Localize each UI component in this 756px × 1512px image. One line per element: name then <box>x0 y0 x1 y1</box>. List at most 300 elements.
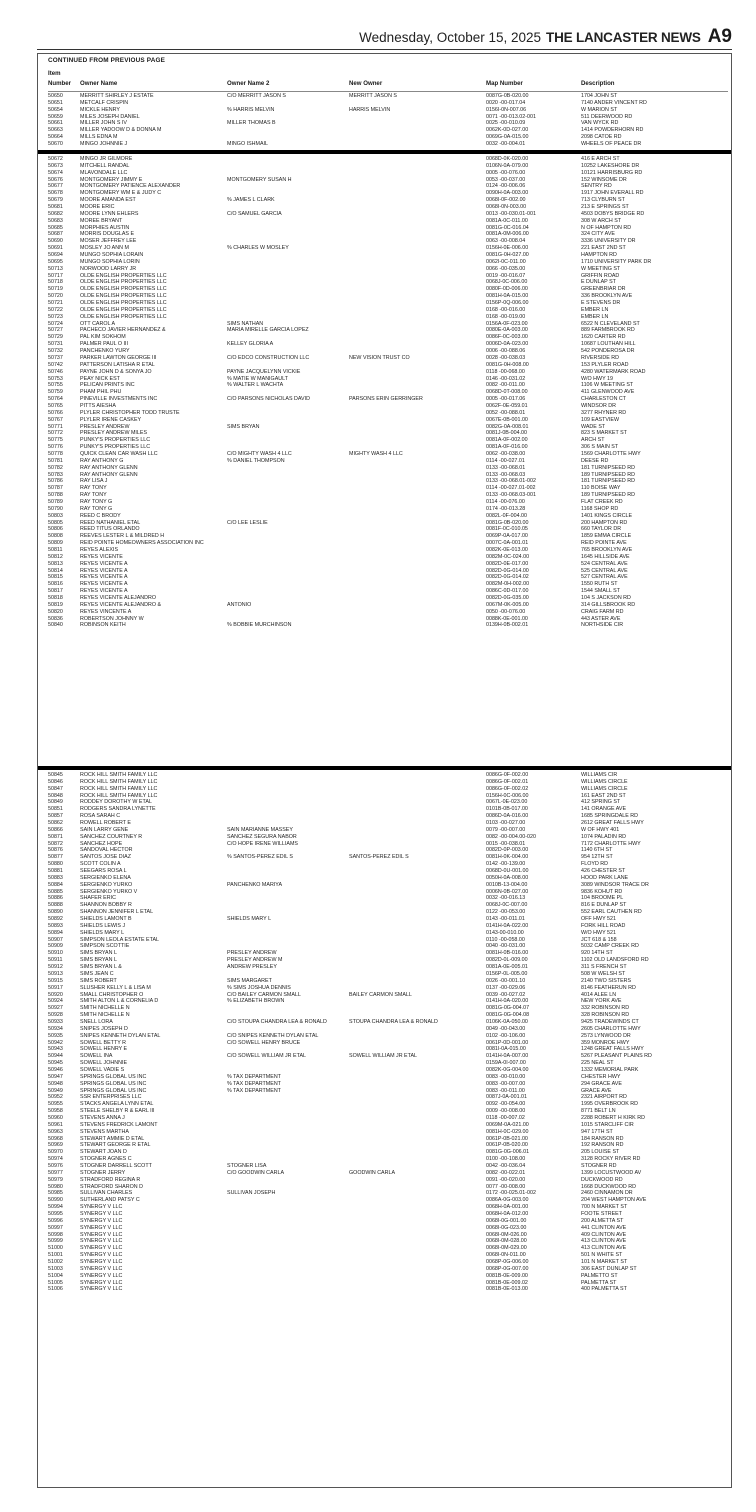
description: 1569 CHARLOTTE HWY <box>581 450 641 457</box>
item-number: 51003 <box>48 1265 63 1272</box>
section-divider <box>38 766 731 770</box>
description: 225 NEAL ST <box>581 1060 614 1067</box>
owner-name: SNELL LORA <box>80 1018 113 1025</box>
table-row <box>48 568 728 575</box>
owner-name: PATTERSON LATISHA R ETAL <box>80 361 155 368</box>
map-number: 0082 -00-011.00 <box>486 382 525 389</box>
owner-name-2: % TAX DEPARTMENT <box>227 1080 281 1087</box>
description: PALMETTA ST <box>581 1279 617 1286</box>
item-number: 51004 <box>48 1272 63 1279</box>
owner-name: PAYNE JOHN D & SONYA JO <box>80 368 152 375</box>
description: 6522 N CLEVELAND ST <box>581 320 640 327</box>
item-number: 50717 <box>48 272 63 279</box>
description: 411 GLENWOOD AVE <box>581 389 635 396</box>
description: 501 N WHITE ST <box>581 1252 623 1259</box>
owner-name: METCALF CRISPIN <box>80 99 129 106</box>
owner-name-2: C/O EDCO CONSTRUCTION LLC <box>227 354 310 361</box>
table-row <box>48 1060 728 1067</box>
owner-name: SIMPSON LEOLA ESTATE ETAL <box>80 936 159 943</box>
owner-name: SSR ENTERPRISES LLC <box>80 1094 142 1101</box>
map-number: 0082D-0L-009.00 <box>486 957 528 964</box>
map-number: 0100 -00-108.00 <box>486 1156 526 1163</box>
item-number: 50694 <box>48 252 63 259</box>
description: 2605 CHARLOTTE HWY <box>581 1025 641 1032</box>
description: RIVERSIDE RD <box>581 354 620 361</box>
map-number: 0049 -00-043.00 <box>486 1025 526 1032</box>
description: 200 HAMPTON RD <box>581 519 628 526</box>
item-number: 50840 <box>48 622 63 629</box>
table-row <box>48 779 728 786</box>
owner-name: PHAM PHIL PHU <box>80 389 122 396</box>
new-owner: MERRITT JASON S <box>349 93 397 99</box>
description: VAN WYCK RD <box>581 120 619 127</box>
map-number: 0067M-0K-005.00 <box>486 601 529 608</box>
owner-name-2: SULLIVAN JOSEPH <box>227 1190 276 1197</box>
map-number: 0067E-0B-001.00 <box>486 416 528 423</box>
map-number: 0124 -00-006.06 <box>486 183 526 190</box>
description: 10252 LAKESHORE DR <box>581 162 640 169</box>
description: 1332 MEMORIAL PARK <box>581 1066 639 1073</box>
description: 1550 RUTH ST <box>581 581 618 588</box>
owner-name-2: KELLEY GLORIA A <box>227 341 274 348</box>
owner-name: STEVENS ANNA J <box>80 1114 125 1121</box>
description: 1140 6TH ST <box>581 847 613 854</box>
item-number: 50884 <box>48 881 63 888</box>
owner-name: REED NATHANIEL ETAL <box>80 519 141 526</box>
table-row <box>48 273 728 280</box>
table-row <box>48 362 728 369</box>
item-number: 51006 <box>48 1286 63 1293</box>
map-number: 0066 -00-035.00 <box>486 265 526 272</box>
description: 5032 CAMP CREEK RD <box>581 943 639 950</box>
item-number: 50979 <box>48 1176 63 1183</box>
item-number: 50682 <box>48 210 63 217</box>
owner-name-2: C/O PARSONS NICHOLAS DAVID <box>227 396 310 403</box>
description: 660 TAYLOR DR <box>581 526 622 533</box>
description: 443 ASTER AVE <box>581 615 621 622</box>
table-row <box>48 163 728 170</box>
table-row <box>48 1204 728 1211</box>
description: SENTRY RD <box>581 183 612 190</box>
description: 189 TURNIPSEED RD <box>581 471 635 478</box>
owner-name-2: SIMS BRYAN <box>227 423 260 430</box>
item-number: 50885 <box>48 888 63 895</box>
owner-name: REYES VICENTE A <box>80 588 128 595</box>
map-number: 0068P-0G-007.00 <box>486 1265 529 1272</box>
map-number: 0062F-0E-059.01 <box>486 402 528 409</box>
description: 189 TURNIPSEED RD <box>581 492 635 499</box>
description: W MEETING ST <box>581 265 621 272</box>
table-row <box>48 1163 728 1170</box>
table-row <box>48 382 728 389</box>
owner-name: STOGNER AGNES C <box>80 1156 132 1163</box>
map-number: 0139H-0B-002.01 <box>486 622 529 629</box>
map-number: 0143 -00-011.01 <box>486 916 525 923</box>
description: OFF HWY 521 <box>581 916 616 923</box>
owner-name: PUNKY'S PROPERTIES LLC <box>80 437 151 444</box>
map-number: 0071 -00-013.02-001 <box>486 113 536 120</box>
owner-name: SERGIENKO YURKO V <box>80 888 138 895</box>
map-number: 0087G-0B-020.00 <box>486 93 529 99</box>
owner-name: MOORE ERIC <box>80 204 115 211</box>
item-number: 50995 <box>48 1211 63 1217</box>
table-row <box>48 1177 728 1184</box>
owner-name: MILES JOSEPH DANIEL <box>80 113 140 120</box>
map-number: 0082M-0H-002.00 <box>486 581 530 588</box>
owner-name: ROCK HILL SMITH FAMILY LLC <box>80 785 158 792</box>
masthead-rule <box>37 49 732 50</box>
owner-name: PITTS AIESHA <box>80 402 116 409</box>
owner-name-2: SIMS MARGARET <box>227 977 272 984</box>
map-number: 0069P-0A-017.00 <box>486 533 528 540</box>
map-number: 0101B-0B-017.00 <box>486 806 528 813</box>
table-row <box>48 197 728 204</box>
description: 1620 CARTER RD <box>581 334 626 341</box>
continued-label: CONTINUED FROM PREVIOUS PAGE <box>48 57 165 64</box>
table-row <box>48 875 728 882</box>
map-number: 0086G-0F-002.02 <box>486 785 529 792</box>
owner-name: PALMER PAUL O III <box>80 341 129 348</box>
item-number: 50876 <box>48 847 63 854</box>
description: FLAT CREEK RD <box>581 498 623 505</box>
owner-name: MOREE BRYANT <box>80 217 123 224</box>
listing-section-1 <box>48 93 728 148</box>
map-number: 0156H-0C-006.00 <box>486 792 529 799</box>
map-number: 0082D-0G-035.00 <box>486 595 529 601</box>
map-number: 0082D-0E-017.00 <box>486 560 529 567</box>
header-description: Description <box>581 80 615 87</box>
item-number: 50683 <box>48 217 63 224</box>
map-number: 0081H-0K-004.00 <box>486 854 529 861</box>
new-owner: MIGHTY WASH 4 LLC <box>349 450 403 457</box>
owner-name-2: % JAMES L CLARK <box>227 197 275 204</box>
table-row <box>48 1067 728 1074</box>
item-number: 50695 <box>48 258 63 265</box>
header-rule <box>48 91 728 92</box>
new-owner: SOWELL WILLIAM JR ETAL <box>349 1053 417 1060</box>
table-row <box>48 526 728 533</box>
owner-name: SANCHEZ COURTNEY R <box>80 833 143 840</box>
owner-name: OLDE ENGLISH PROPERTIES LLC <box>80 272 167 279</box>
table-row <box>48 1074 728 1081</box>
owner-name-2: SHIELDS MARY L <box>227 916 272 923</box>
table-row <box>48 341 728 348</box>
map-number: 0143-00-010.00 <box>486 929 524 936</box>
item-number: 50727 <box>48 327 63 334</box>
description: EMBER LN <box>581 306 609 313</box>
owner-name-2: C/O MIGHTY WASH 4 LLC <box>227 450 292 457</box>
item-number: 50742 <box>48 361 63 368</box>
map-number: 0103 -00-027.00 <box>486 820 526 827</box>
owner-name: STEWART AMMIE D ETAL <box>80 1135 145 1142</box>
map-number: 0081A-0C-011.00 <box>486 217 528 224</box>
map-number: 0081F-0C-010.05 <box>486 526 528 533</box>
map-number: 0081G-0B-020.00 <box>486 519 529 526</box>
owner-name: REYES VICENTE A <box>80 567 128 574</box>
map-number: 0156I-0N-007.06 <box>486 106 527 113</box>
owner-name: SYNERGY V LLC <box>80 1224 123 1231</box>
item-number: 50997 <box>48 1224 63 1231</box>
map-number: 0068I-0F-002.00 <box>486 197 526 204</box>
table-row <box>48 902 728 909</box>
item-number: 50723 <box>48 313 63 320</box>
description: 1645 HILLSIDE AVE <box>581 553 630 560</box>
owner-name-2: % SIMS JOSHUA DENNIS <box>227 984 291 991</box>
item-number: 50881 <box>48 868 63 875</box>
item-number: 50713 <box>48 265 63 272</box>
table-row <box>48 895 728 902</box>
owner-name-2: C/O MERRITT JASON S <box>227 93 286 99</box>
owner-name-2: PRESLEY ANDREW <box>227 950 277 957</box>
owner-name: REEVES LESTER L & MILDRED H <box>80 533 165 540</box>
item-number: 50998 <box>48 1231 63 1238</box>
table-row <box>48 458 728 465</box>
item-number: 50806 <box>48 526 63 533</box>
description: 7140 ANDER VINCENT RD <box>581 99 647 106</box>
map-number: 0141H-0A-022.00 <box>486 922 529 929</box>
item-number: 50755 <box>48 382 63 389</box>
owner-name: SPRINGS GLOBAL US INC <box>80 1073 147 1080</box>
owner-name: PEAY NICK EST <box>80 375 120 382</box>
item-number: 50687 <box>48 231 63 238</box>
owner-name: STRADFORD REGINA R <box>80 1176 141 1183</box>
owner-name: REYES VICENTE ALEJANDRO & <box>80 601 162 608</box>
listing-section-3 <box>48 772 728 1293</box>
item-number: 50766 <box>48 409 63 416</box>
owner-name: STEVENS MARTHA <box>80 1128 129 1135</box>
table-row <box>48 1108 728 1115</box>
map-number: 0082D-0G-014.00 <box>486 567 529 574</box>
map-number: 0156H-0E-006.00 <box>486 245 529 252</box>
owner-name: STEWART GEORGE R ETAL <box>80 1142 151 1149</box>
table-row <box>48 1149 728 1156</box>
map-number: 0068H-0A-012.00 <box>486 1211 529 1217</box>
map-number: 0081G-0C-016.04 <box>486 224 529 231</box>
description: WILLIAMS CIRCLE <box>581 785 628 792</box>
owner-name: SPRINGS GLOBAL US INC <box>80 1080 147 1087</box>
owner-name-2: PANCHENKO MARIYA <box>227 881 283 888</box>
owner-name: MICKLE HENRY <box>80 106 120 113</box>
table-row <box>48 847 728 854</box>
owner-name: SOWELL JOHNNIE <box>80 1060 128 1067</box>
item-number: 50890 <box>48 909 63 916</box>
map-number: 0086G-0F-002.00 <box>486 772 529 778</box>
description: PALMETTO ST <box>581 1272 618 1279</box>
description: 1401 KINGS CIRCLE <box>581 512 633 519</box>
owner-name: RODGERS SANDRA LYNETTE <box>80 806 156 813</box>
owner-name: SIMS JEAN C <box>80 970 114 977</box>
item-number: 50670 <box>48 141 63 148</box>
description: 2140 TWO SISTERS <box>581 977 632 984</box>
table-row <box>48 1238 728 1245</box>
map-number: 0063 -00-008.04 <box>486 238 526 245</box>
owner-name: SHANNON BOBBY R <box>80 902 132 909</box>
table-row <box>48 307 728 314</box>
item-number: 50958 <box>48 1108 63 1115</box>
description: 816 E DUNLAP ST <box>581 902 627 909</box>
item-number: 50871 <box>48 833 63 840</box>
description: 336 BROOKLYN AVE <box>581 293 633 300</box>
item-number: 50915 <box>48 977 63 984</box>
map-number: 0081A-0F-002.00 <box>486 437 528 444</box>
description: 1859 EMMA CIRCLE <box>581 533 632 540</box>
owner-name: SYNERGY V LLC <box>80 1204 123 1211</box>
item-number: 50935 <box>48 1032 63 1039</box>
owner-name: SANCHEZ HOPE <box>80 840 123 847</box>
table-row <box>48 827 728 834</box>
item-number: 50729 <box>48 334 63 341</box>
table-row <box>48 396 728 403</box>
description: 527 CENTRAL AVE <box>581 574 628 581</box>
table-row <box>48 190 728 197</box>
table-row <box>48 861 728 868</box>
item-number: 50720 <box>48 293 63 300</box>
item-number: 50917 <box>48 984 63 991</box>
table-row <box>48 266 728 273</box>
table-row <box>48 547 728 554</box>
description: 400 PALMETTA ST <box>581 1286 627 1293</box>
description: 192 RANSON RD <box>581 1142 624 1149</box>
table-row <box>48 1046 728 1053</box>
table-row <box>48 259 728 266</box>
item-number: 50970 <box>48 1149 63 1156</box>
table-row <box>48 403 728 410</box>
map-number: 0142 -00-139.00 <box>486 861 526 868</box>
owner-name: ROCK HILL SMITH FAMILY LLC <box>80 772 158 778</box>
map-number: 0082K-0E-013.00 <box>486 546 528 553</box>
new-owner: NEW VISION TRUST CO <box>349 354 410 361</box>
table-row <box>48 170 728 177</box>
item-number: 50920 <box>48 991 63 998</box>
owner-name: ROWELL ROBERT E <box>80 820 131 827</box>
description: 1015 STARCLIFF CIR <box>581 1121 634 1128</box>
item-number: 50944 <box>48 1053 63 1060</box>
map-number: 0114 -00-027.01-002 <box>486 485 536 492</box>
description: WILLIAMS CIR <box>581 772 618 778</box>
table-row <box>48 520 728 527</box>
item-number: 50845 <box>48 772 63 778</box>
item-number: 50764 <box>48 396 63 403</box>
item-number: 50767 <box>48 416 63 423</box>
item-number: 50924 <box>48 998 63 1005</box>
map-number: 0086D-0A-016.00 <box>486 813 529 820</box>
table-row <box>48 574 728 581</box>
item-number: 50664 <box>48 134 63 141</box>
table-row <box>48 1232 728 1239</box>
table-row <box>48 1088 728 1095</box>
table-row <box>48 1122 728 1129</box>
owner-name: SYNERGY V LLC <box>80 1259 123 1266</box>
owner-name: SMITH NICHELLE N <box>80 1005 130 1012</box>
map-number: 0062K-0D-027.00 <box>486 127 529 134</box>
description: 823 S MARKET ST <box>581 430 627 437</box>
owner-name-2: C/O LEE LESLIE <box>227 519 268 526</box>
item-number: 50789 <box>48 498 63 505</box>
owner-name-2: % CHARLES W MOSLEY <box>227 245 289 252</box>
description: 2612 GREAT FALLS HWY <box>581 820 644 827</box>
item-number: 50746 <box>48 368 63 375</box>
description: 7172 CHARLOTTE HWY <box>581 840 641 847</box>
item-number: 50814 <box>48 567 63 574</box>
map-number: 0081B-0E-009.00 <box>486 1272 528 1279</box>
owner-name-2: ANTONIO <box>227 601 252 608</box>
owner-name: SYNERGY V LLC <box>80 1252 123 1259</box>
item-number: 50893 <box>48 922 63 929</box>
map-number: 0081H-0C-029.00 <box>486 1128 529 1135</box>
item-number: 50960 <box>48 1114 63 1121</box>
description: 104 BROOME PL <box>581 895 624 902</box>
item-number: 50974 <box>48 1156 63 1163</box>
owner-name: MITCHELL RANDAL <box>80 162 130 169</box>
description: GRACE AVE <box>581 1087 612 1094</box>
owner-name: SUTHERLAND PATSY C <box>80 1197 140 1204</box>
map-number: 0081G-0G-004.08 <box>486 1012 530 1019</box>
table-row <box>48 1012 728 1019</box>
description: HOOD PARK LANE <box>581 874 629 881</box>
item-number: 50883 <box>48 874 63 881</box>
item-number: 50724 <box>48 320 63 327</box>
item-number: 50721 <box>48 300 63 307</box>
description: 2573 LYNWOOD DR <box>581 1032 631 1039</box>
item-number: 50788 <box>48 492 63 499</box>
map-number: 0028 -00-038.03 <box>486 354 526 361</box>
description: 947 17TH ST <box>581 1128 613 1135</box>
item-number: 50851 <box>48 806 63 813</box>
owner-name: RAY TONY <box>80 492 107 499</box>
owner-name: SOWELL INA <box>80 1053 113 1060</box>
description: 1414 POWDERHORN RD <box>581 127 644 134</box>
description: 1704 JOHN ST <box>581 93 618 99</box>
table-row <box>48 950 728 957</box>
map-number: 0087J-0A-001.01 <box>486 1094 527 1101</box>
table-row <box>48 369 728 376</box>
item-number: 50949 <box>48 1087 63 1094</box>
owner-name: MUNGO SOPHIA LORIN <box>80 258 140 265</box>
description: DEESE RD <box>581 457 609 464</box>
table-row <box>48 444 728 451</box>
map-number: 0082 -00-004.00-020 <box>486 833 536 840</box>
map-number: 0106N-0A-079.00 <box>486 162 529 169</box>
description: WILLIAMS CIRCLE <box>581 778 628 785</box>
owner-name-2: C/O SAMUEL GARCIA <box>227 210 282 217</box>
map-number: 0081G-0H-027.00 <box>486 252 529 259</box>
owner-name: SMITH NICHELLE N <box>80 1012 130 1019</box>
owner-name-2: % BOBBIE MURCHINSON <box>227 622 292 629</box>
description: 413 CLINTON AVE <box>581 1238 627 1245</box>
new-owner: STOUPA CHANDRA LEA & RONALD <box>349 1018 438 1025</box>
map-number: 0006N-0B-027.00 <box>486 888 529 895</box>
table-row <box>48 964 728 971</box>
item-number: 50892 <box>48 916 63 923</box>
item-number: 50722 <box>48 306 63 313</box>
table-row <box>48 472 728 479</box>
owner-name-2: STOGNER LISA <box>227 1162 267 1169</box>
new-owner: HARRIS MELVIN <box>349 106 391 113</box>
map-number: 0081H-0A-015.00 <box>486 293 529 300</box>
table-row <box>48 793 728 800</box>
owner-name: REYES VICENTE A <box>80 560 128 567</box>
item-number: 50681 <box>48 204 63 211</box>
owner-name: SANDOVAL HECTOR <box>80 847 133 854</box>
owner-name: SERGIENKO YURKO <box>80 881 133 888</box>
item-number: 50663 <box>48 127 63 134</box>
map-number: 0114 -00-076.00 <box>486 498 525 505</box>
item-number: 50685 <box>48 224 63 231</box>
listing-section-2 <box>48 156 728 629</box>
map-number: 0081B-0E-013.00 <box>486 1286 528 1293</box>
owner-name: MLAVONDALE LLC <box>80 169 128 176</box>
map-number: 0040 -00-031.00 <box>486 943 526 950</box>
